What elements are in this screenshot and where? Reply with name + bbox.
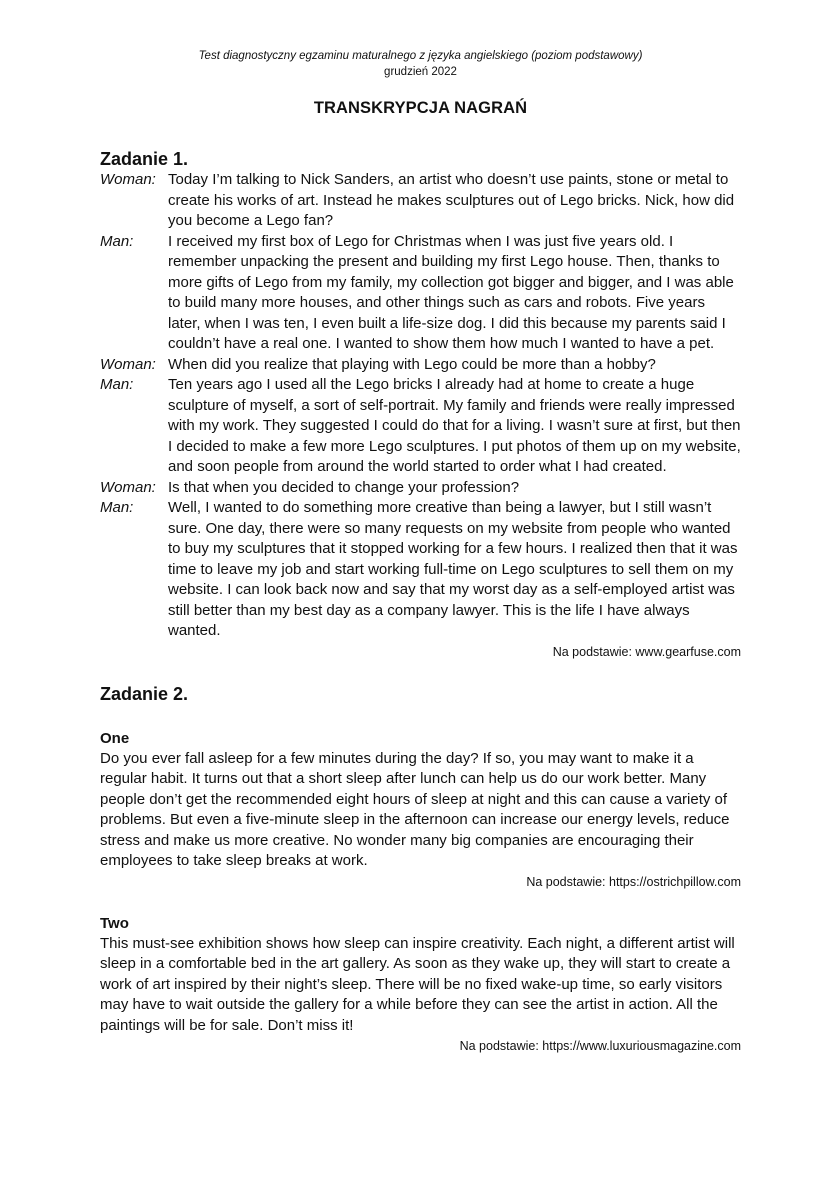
- speech-text: Today I’m talking to Nick Sanders, an artist who doesn’t use paints, stone or metal to create his works of art. Instead he makes sculptures out of Lego bricks. Nick, how did you become a Lego fan?: [168, 171, 735, 229]
- speech-text: I received my first box of Lego for Christmas when I was just five years old. I remember unpacking the present and building my first Lego house. Then, thanks to more gifts of Lego from my family, my collection got bigger and bigger, and I was able to build many more houses, and other things such as cars and robots. Five years later, when I was ten, I even built a life-size dog. I did this because my parents said I couldn’t have a real one. I wanted to show them how much I wanted to have a pet.: [168, 232, 734, 352]
- speaker-label: Woman:: [100, 355, 156, 373]
- header-date: grudzień 2022: [384, 66, 457, 78]
- speech-text: Well, I wanted to do something more creative than being a lawyer, but I still wasn’t sure. One day, there were so many requests on my website from people who wanted to buy my sculptures that it stopped working for a few hours. I realized then that it was time to leave my job and start working full-time on Lego sculptures to sell them on my website. I can look back now and say that my worst day as a self-employed artist was still better than my best day as a company lawyer. This is the life I have always wanted.: [168, 499, 738, 639]
- speech-text: Ten years ago I used all the Lego bricks I already had at home to create a huge sculpture of myself, a sort of self-portrait. My family and friends were really impressed with my work. They suggested I could do that for a living. I wasn’t sure at first, but then I decided to make a few more Lego sculptures. I put photos of them up on my website, and soon people from around the world started to order what I had created.: [168, 376, 741, 475]
- section-source: Na podstawie: https://ostrichpillow.com: [526, 874, 741, 889]
- section-heading: One: [100, 729, 130, 747]
- task2-section-two: [100, 914, 741, 1055]
- speaker-label: Man:: [100, 499, 134, 516]
- task2-section-one: [100, 729, 741, 890]
- dialogue-turn: [100, 375, 741, 478]
- document-page: [100, 48, 741, 1054]
- section-text: Do you ever fall asleep for a few minutes during the day? If so, you may want to make it a regular habit. It turns out that a short sleep after lunch can help us do our work better. Many people don’t get the recommended eight hours of sleep at night and this can cause a variety of problems. But even a five-minute sleep in the afternoon can increase our energy levels, reduce stress and make us more creative. No wonder many big companies are encouraging their employees to take sleep breaks at work.: [100, 749, 730, 869]
- dialogue-turn: [100, 355, 741, 376]
- task1-title: Zadanie 1.: [100, 149, 189, 169]
- dialogue-turn: [100, 232, 741, 355]
- speaker-label: Man:: [100, 376, 134, 393]
- speech-text: When did you realize that playing with Lego could be more than a hobby?: [168, 355, 656, 373]
- dialogue-turn: [100, 170, 741, 232]
- header-exam-title: Test diagnostyczny egzaminu maturalnego z języka angielskiego (poziom podstawowy): [198, 50, 643, 62]
- speaker-label: Woman:: [100, 171, 156, 188]
- page-header: [100, 48, 741, 80]
- section-text: This must-see exhibition shows how sleep can inspire creativity. Each night, a different artist will sleep in a comfortable bed in the art gallery. As soon as they wake up, they will start to create a work of art inspired by their night’s sleep. There will be no fixed wake-up time, so early visitors may have to wait outside the gallery for a while before they can see the artist in action. All the paintings will be for sale. Don’t miss it!: [100, 934, 735, 1034]
- section-heading: Two: [100, 914, 129, 932]
- section-source: Na podstawie: https://www.luxuriousmagazine.com: [459, 1039, 741, 1053]
- dialogue-turn: [100, 478, 741, 499]
- speaker-label: Woman:: [100, 478, 156, 496]
- speaker-label: Man:: [100, 232, 134, 250]
- page-title: TRANSKRYPCJA NAGRAŃ: [313, 99, 528, 117]
- dialogue-turn: [100, 498, 741, 642]
- task1-dialogue: [100, 170, 741, 642]
- speech-text: Is that when you decided to change your profession?: [168, 478, 520, 496]
- task1-source: Na podstawie: www.gearfuse.com: [552, 644, 741, 659]
- task2-title: Zadanie 2.: [100, 683, 189, 704]
